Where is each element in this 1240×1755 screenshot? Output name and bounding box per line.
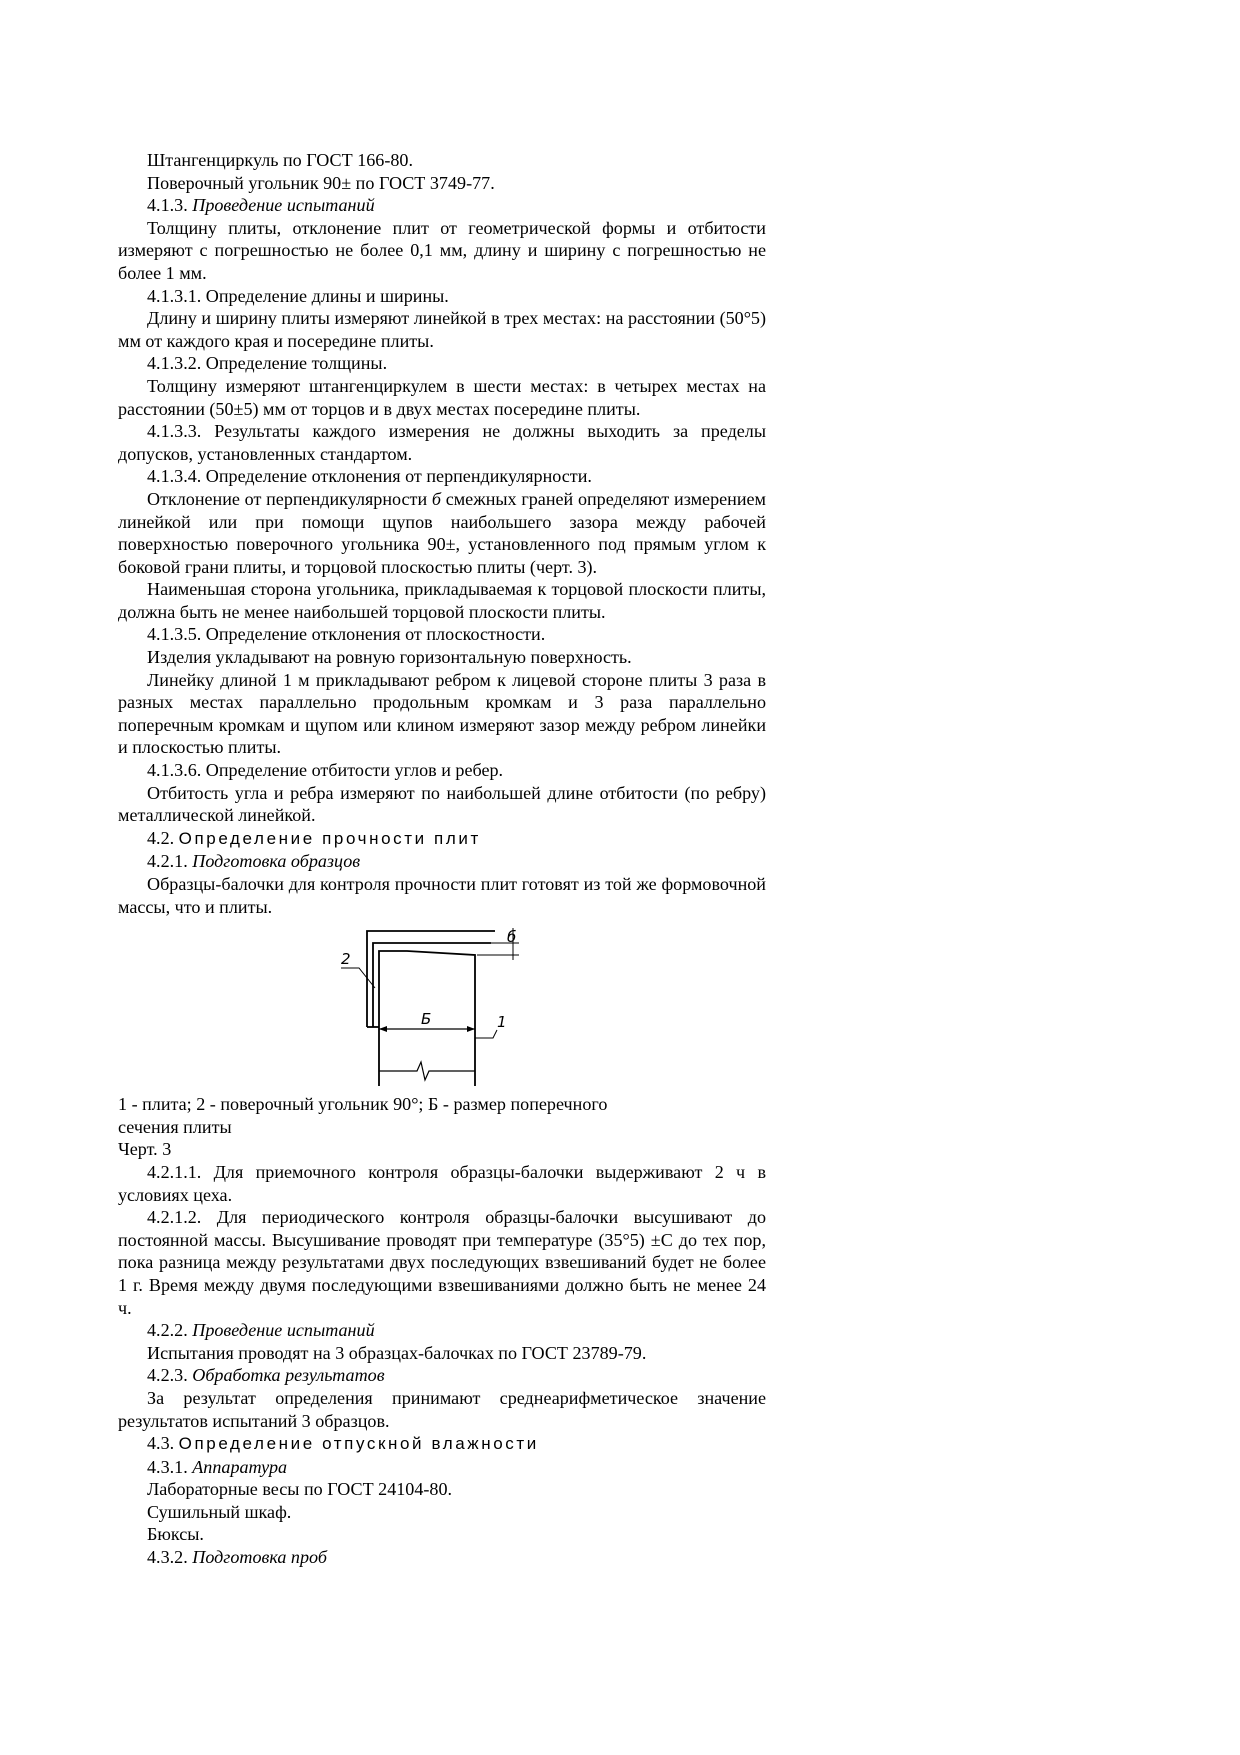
- section-heading: [118, 1546, 766, 1569]
- section-title: Обработка результатов: [192, 1365, 385, 1386]
- section-heading: [118, 850, 766, 873]
- section-number: 4.2.2.: [147, 1320, 188, 1341]
- paragraph-text: Отклонение от перпендикулярности: [147, 488, 432, 509]
- paragraph: Отбитость угла и ребра измеряют по наибольшей длине отбитости (по ребру) металлической линейкой.: [118, 782, 766, 826]
- section-number: 4.2.3.: [147, 1365, 188, 1386]
- paragraph: Наименьшая сторона угольника, прикладываемая к торцовой плоскости плиты, должна быть не менее наибольшей торцовой плоскости плиты.: [118, 579, 766, 622]
- section-heading: [118, 1364, 766, 1387]
- section-title: Определение отпускной влажности: [178, 1434, 539, 1454]
- paragraph: Линейку длиной 1 м прикладывают ребром к лицевой стороне плиты 3 раза в разных местах параллельно продольным кромкам и 3 раза параллельно поперечным кромкам и щупом или клином измеряют зазор между ребром линейки и плоскостью плиты.: [118, 669, 766, 758]
- section-number: 4.3.: [147, 1433, 175, 1454]
- arrow-left: [379, 1026, 387, 1032]
- section-number: 4.1.3.: [147, 195, 188, 216]
- section-heading: [118, 194, 766, 217]
- paragraph: 4.1.3.4. Определение отклонения от перпендикулярности.: [147, 466, 592, 487]
- paragraph: Длину и ширину плиты измеряют линейкой в трех местах: на расстоянии (50°5) мм от каждого края и посередине плиты.: [118, 308, 766, 351]
- paragraph: Толщину плиты, отклонение плит от геометрической формы и отбитости измеряют с погрешностью не более 0,1 мм, длину и ширину с погрешностью не более 1 мм.: [118, 217, 766, 283]
- paragraph: 4.1.3.1. Определение длины и ширины.: [147, 285, 449, 306]
- paragraph: Образцы-балочки для контроля прочности плит готовят из той же формовочной массы, что и плиты.: [118, 874, 766, 917]
- paragraph: 4.1.3.5. Определение отклонения от плоскостности.: [147, 624, 546, 645]
- paragraph: Штангенциркуль по ГОСТ 166-80.: [147, 150, 413, 170]
- arrow-right: [467, 1026, 475, 1032]
- section-heading: [118, 1432, 766, 1456]
- perpendicularity-diagram: [341, 926, 533, 1086]
- paragraph: 4.1.3.6. Определение отбитости углов и ребер.: [147, 760, 504, 781]
- label-size: Б: [421, 1010, 432, 1029]
- figure-3: [118, 926, 766, 1091]
- paragraph: Толщину измеряют штангенциркулем в шести местах: в четырех местах на расстоянии (50±5) мм от торцов и в двух местах посередине плиты.: [118, 375, 766, 419]
- paragraph: Лабораторные весы по ГОСТ 24104-80.: [147, 1479, 453, 1500]
- leader-2: [341, 968, 375, 988]
- paragraph: [118, 488, 766, 578]
- section-number: 4.2.1.: [147, 851, 188, 872]
- label-deviation: б: [507, 928, 517, 947]
- paragraph: 4.2.1.1. Для приемочного контроля образцы-балочки выдерживают 2 ч в условиях цеха.: [118, 1161, 766, 1205]
- figure-title: Черт. 3: [118, 1139, 172, 1160]
- section-number: 4.3.2.: [147, 1547, 188, 1568]
- section-number: 4.3.1.: [147, 1456, 188, 1477]
- paragraph-text: смежных граней определяют измерением линейкой или при помощи щупов наибольшего зазора между рабочей поверхностью поверочного угольника 90±, установленного под прямым углом к боковой грани плиты, и торцовой плоскостью плиты (черт. 3).: [118, 488, 766, 577]
- figure-caption: [118, 1093, 766, 1161]
- label-plate: 1: [497, 1013, 507, 1032]
- label-square: 2: [341, 950, 351, 969]
- paragraph: За результат определения принимают среднеарифметическое значение результатов испытаний 3 образцов.: [118, 1387, 766, 1431]
- paragraph: Испытания проводят на 3 образцах-балочках по ГОСТ 23789-79.: [147, 1342, 647, 1363]
- break-line: [379, 1062, 475, 1080]
- section-heading: [118, 1456, 766, 1479]
- paragraph: Поверочный угольник 90± по ГОСТ 3749-77.: [147, 172, 495, 193]
- caption-line: сечения плиты: [118, 1116, 232, 1137]
- paragraph: Изделия укладывают на ровную горизонтальную поверхность.: [147, 647, 632, 668]
- section-title: Проведение испытаний: [192, 1320, 375, 1341]
- paragraph: 4.1.3.3. Результаты каждого измерения не должны выходить за пределы допусков, установленных стандартом.: [118, 421, 766, 464]
- paragraph: 4.1.3.2. Определение толщины.: [147, 353, 388, 374]
- section-title: Подготовка проб: [192, 1547, 327, 1568]
- section-heading: [118, 827, 766, 851]
- variable-symbol: б: [431, 488, 441, 509]
- section-title: Подготовка образцов: [192, 851, 361, 872]
- paragraph: 4.2.1.2. Для периодического контроля образцы-балочки высушивают до постоянной массы. Высушивание проводят при температуре (35°5) ±С до тех пор, пока разница между результатами двух последующих взвешиваний будет не более 1 г. Время между двумя последующими взвешиваниями должно быть не менее 24 ч.: [118, 1207, 766, 1318]
- caption-line: 1 - плита; 2 - поверочный угольник 90°; Б - размер поперечного: [118, 1094, 608, 1115]
- document-body: [118, 149, 766, 1569]
- paragraph: Сушильный шкаф.: [147, 1501, 292, 1522]
- section-title: Аппаратура: [192, 1456, 288, 1477]
- section-title: Проведение испытаний: [192, 195, 375, 216]
- leader-1: [475, 1030, 497, 1038]
- section-title: Определение прочности плит: [178, 828, 481, 848]
- section-heading: [118, 1319, 766, 1342]
- paragraph: Бюксы.: [147, 1524, 204, 1545]
- section-number: 4.2.: [147, 827, 175, 848]
